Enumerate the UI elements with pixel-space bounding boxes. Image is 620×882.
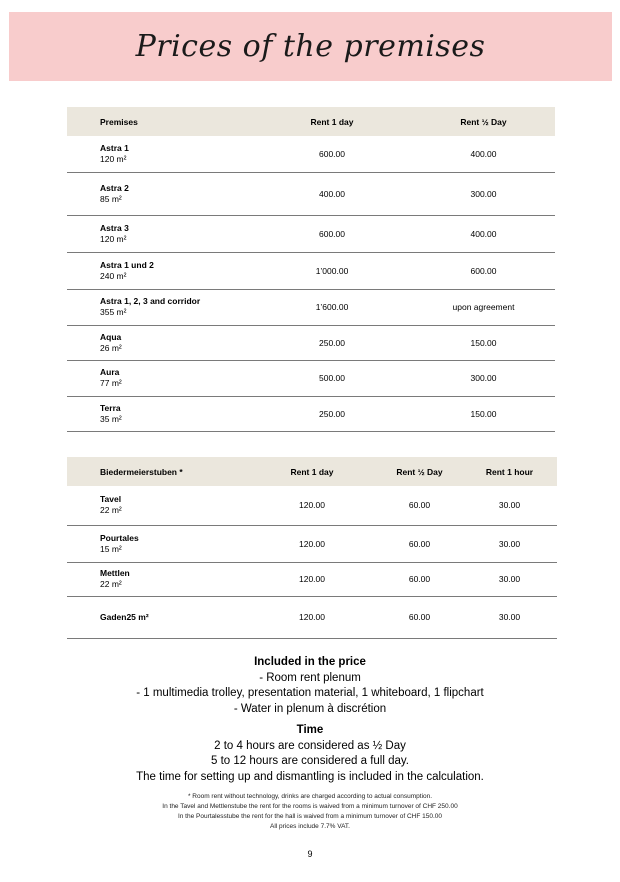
time-line: The time for setting up and dismantling is included in the calculation. <box>136 770 484 783</box>
rent-day-cell: 250.00 <box>252 325 412 360</box>
premise-name: Astra 3 <box>100 222 129 233</box>
column-header: Biedermeierstuben * <box>67 457 247 486</box>
rent-day-cell: 500.00 <box>252 360 412 396</box>
included-heading: Included in the price <box>254 656 366 668</box>
premise-area: 77 m² <box>100 378 122 388</box>
premise-name: Astra 2 <box>100 182 129 193</box>
premise-area: 120 m² <box>100 233 127 244</box>
title-banner <box>9 12 612 81</box>
footnote: All prices include 7.7% VAT. <box>270 823 350 830</box>
room-cell <box>67 562 247 596</box>
column-header: Rent 1 hour <box>462 457 557 486</box>
rent-half-cell: 600.00 <box>412 252 555 289</box>
rent-half-cell: 60.00 <box>377 562 462 596</box>
footnotes <box>0 792 620 832</box>
premise-cell <box>67 360 252 396</box>
included-item: - Water in plenum à discrétion <box>233 702 387 715</box>
room-area: 15 m² <box>100 543 122 554</box>
biedermeierstuben-price-table <box>67 457 557 639</box>
rent-day-cell: 1’600.00 <box>252 289 412 325</box>
premise-cell <box>67 325 252 360</box>
premises-price-table <box>67 107 555 432</box>
premise-area: 85 m² <box>100 193 122 204</box>
premise-cell <box>67 252 252 289</box>
rent-day-cell: 120.00 <box>247 562 377 596</box>
premise-cell <box>67 136 252 172</box>
column-header: Rent 1 day <box>247 457 377 486</box>
rent-half-cell: 400.00 <box>412 215 555 252</box>
premise-area: 35 m² <box>100 413 122 424</box>
rent-half-cell: 150.00 <box>412 325 555 360</box>
premise-name: Aqua <box>100 331 122 342</box>
rent-hour-cell: 30.00 <box>462 596 557 638</box>
table-header-row <box>67 457 557 486</box>
table-row <box>67 396 555 431</box>
rent-half-cell: 60.00 <box>377 486 462 525</box>
premise-cell <box>67 215 252 252</box>
rent-half-cell: 400.00 <box>412 136 555 172</box>
room-name: Mettlen <box>100 568 130 578</box>
rent-day-cell: 600.00 <box>252 215 412 252</box>
premise-area: 240 m² <box>100 270 127 281</box>
table-row <box>67 562 557 596</box>
footnote: In the Pourtalesstube the rent for the hall is waived from a minimum turnover of CHF 150.00 <box>177 813 443 820</box>
rent-half-cell: 300.00 <box>412 172 555 215</box>
table-row <box>67 525 557 562</box>
included-item: - 1 multimedia trolley, presentation material, 1 whiteboard, 1 flipchart <box>136 687 484 699</box>
rent-half-cell: upon agreement <box>412 289 555 325</box>
table-row <box>67 136 555 172</box>
room-name: Pourtales <box>100 532 139 543</box>
premise-name: Astra 1 und 2 <box>100 259 154 270</box>
column-header: Rent 1 day <box>252 107 412 136</box>
footnote: In the Tavel and Mettlenstube the rent for the rooms is waived from a minimum turnover of CHF 250.00 <box>162 803 458 810</box>
premise-area: 26 m² <box>100 342 122 353</box>
footnote: * Room rent without technology, drinks are charged according to actual consumption. <box>187 793 433 800</box>
page-title: Prices of the premises <box>135 29 486 64</box>
table-row <box>67 215 555 252</box>
column-header: Premises <box>67 107 252 136</box>
premise-name: Astra 1 <box>100 142 129 153</box>
rent-day-cell: 1’000.00 <box>252 252 412 289</box>
table-row <box>67 172 555 215</box>
table-header-row <box>67 107 555 136</box>
rent-hour-cell: 30.00 <box>462 525 557 562</box>
premise-name: Aura <box>100 367 120 377</box>
rent-half-cell: 60.00 <box>377 596 462 638</box>
premise-cell <box>67 289 252 325</box>
table-row <box>67 360 555 396</box>
premise-name: Astra 1, 2, 3 and corridor <box>100 296 201 306</box>
column-header: Rent ½ Day <box>377 457 462 486</box>
included-item: - Room rent plenum <box>259 671 361 684</box>
room-area: 22 m² <box>100 505 122 516</box>
premise-cell <box>67 396 252 431</box>
page-number: 9 <box>307 849 313 859</box>
price-info-section <box>0 655 620 785</box>
table-row <box>67 252 555 289</box>
rent-day-cell: 600.00 <box>252 136 412 172</box>
room-name: Tavel <box>100 494 122 505</box>
premise-area: 355 m² <box>100 307 127 317</box>
room-cell <box>67 596 247 638</box>
rent-half-cell: 150.00 <box>412 396 555 431</box>
column-header: Rent ½ Day <box>412 107 555 136</box>
table-row <box>67 325 555 360</box>
rent-hour-cell: 30.00 <box>462 562 557 596</box>
rent-half-cell: 60.00 <box>377 525 462 562</box>
rent-day-cell: 400.00 <box>252 172 412 215</box>
rent-half-cell: 300.00 <box>412 360 555 396</box>
room-area: 22 m² <box>100 579 122 589</box>
rent-day-cell: 120.00 <box>247 525 377 562</box>
rent-day-cell: 120.00 <box>247 486 377 525</box>
table-row <box>67 289 555 325</box>
premise-name: Terra <box>100 402 121 413</box>
time-heading: Time <box>296 724 324 736</box>
room-name: Gaden25 m² <box>100 611 149 622</box>
table-row <box>67 596 557 638</box>
premise-area: 120 m² <box>100 153 127 164</box>
rent-day-cell: 250.00 <box>252 396 412 431</box>
room-cell <box>67 486 247 525</box>
rent-hour-cell: 30.00 <box>462 486 557 525</box>
premise-cell <box>67 172 252 215</box>
time-line: 5 to 12 hours are considered a full day. <box>211 755 409 767</box>
rent-day-cell: 120.00 <box>247 596 377 638</box>
table-row <box>67 486 557 525</box>
room-cell <box>67 525 247 562</box>
time-line: 2 to 4 hours are considered as ½ Day <box>214 739 406 752</box>
